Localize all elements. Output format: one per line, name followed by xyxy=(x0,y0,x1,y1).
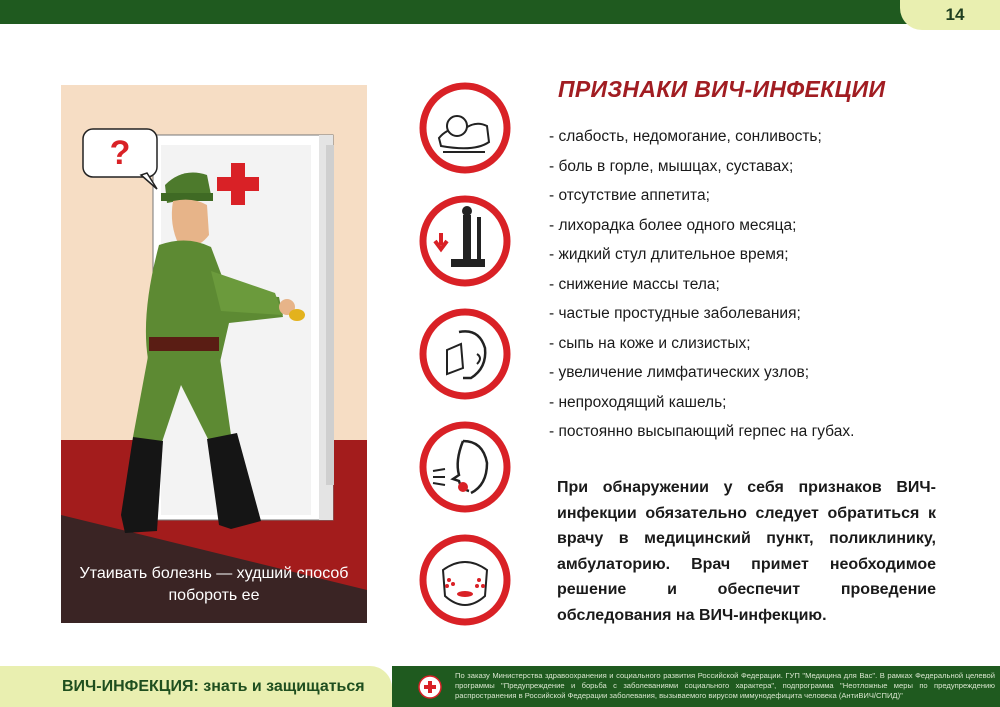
list-item: - жидкий стул длительное время; xyxy=(549,246,789,263)
footer-note: По заказу Министерства здравоохранения и социального развития Российской Федерации. ГУП "Медицина для Вас". В рамках Федеральной целевой программы "Предупреждение и борьба с заболеваниями социального характера", подпрограмма "Неотложные меры по предупреждению распространения в Российской Федерации заболевания, вызываемого вирусом иммунодефицита человека (АнтиВИЧ/СПИД)" xyxy=(455,671,995,700)
rash-face-icon xyxy=(419,534,511,626)
page-number: 14 xyxy=(945,5,965,24)
footer-title-panel xyxy=(0,666,392,707)
list-item: - непроходящий кашель; xyxy=(549,393,727,411)
list-item: - лихорадка более одного месяца; xyxy=(549,216,797,234)
list-item: - снижение массы тела; xyxy=(549,275,720,293)
page-title: ПРИЗНАКИ ВИЧ-ИНФЕКЦИИ xyxy=(558,76,886,102)
top-bar xyxy=(0,0,1000,24)
medical-emblem-icon xyxy=(418,675,442,699)
footer-info-panel xyxy=(392,666,1000,707)
advice-paragraph: При обнаружении у себя признаков ВИЧ-инфекции обязательно следует обратиться к врачу в медицинский пункт, поликлинику, амбулаторию. Врач примет необходимое решение и обеспечит проведение обследования на ВИЧ-инфекцию. xyxy=(557,479,936,624)
sleeping-person-icon xyxy=(419,82,511,174)
sneezing-person-icon xyxy=(419,308,511,400)
list-item: - постоянно высыпающий герпес на губах. xyxy=(549,423,855,440)
footer-title: ВИЧ-ИНФЕКЦИЯ: знать и защищаться xyxy=(62,677,365,695)
page-number-tab xyxy=(900,0,1000,30)
list-item: - частые простудные заболевания; xyxy=(549,305,801,322)
coughing-person-icon xyxy=(419,421,511,513)
list-item: - боль в горле, мышцах, суставах; xyxy=(549,157,794,175)
speech-bubble-question: ? xyxy=(109,134,131,172)
weight-loss-scale-icon xyxy=(419,195,511,287)
list-item: - отсутствие аппетита; xyxy=(549,187,710,204)
list-item: - сыпь на коже и слизистых; xyxy=(549,334,751,352)
soldier-illustration xyxy=(61,85,367,623)
symptoms-list xyxy=(549,122,854,447)
illustration-caption: Утаивать болезнь — худший способ побороть ее xyxy=(79,565,349,604)
list-item: - слабость, недомогание, сонливость; xyxy=(549,128,822,145)
list-item: - увеличение лимфатических узлов; xyxy=(549,364,810,381)
